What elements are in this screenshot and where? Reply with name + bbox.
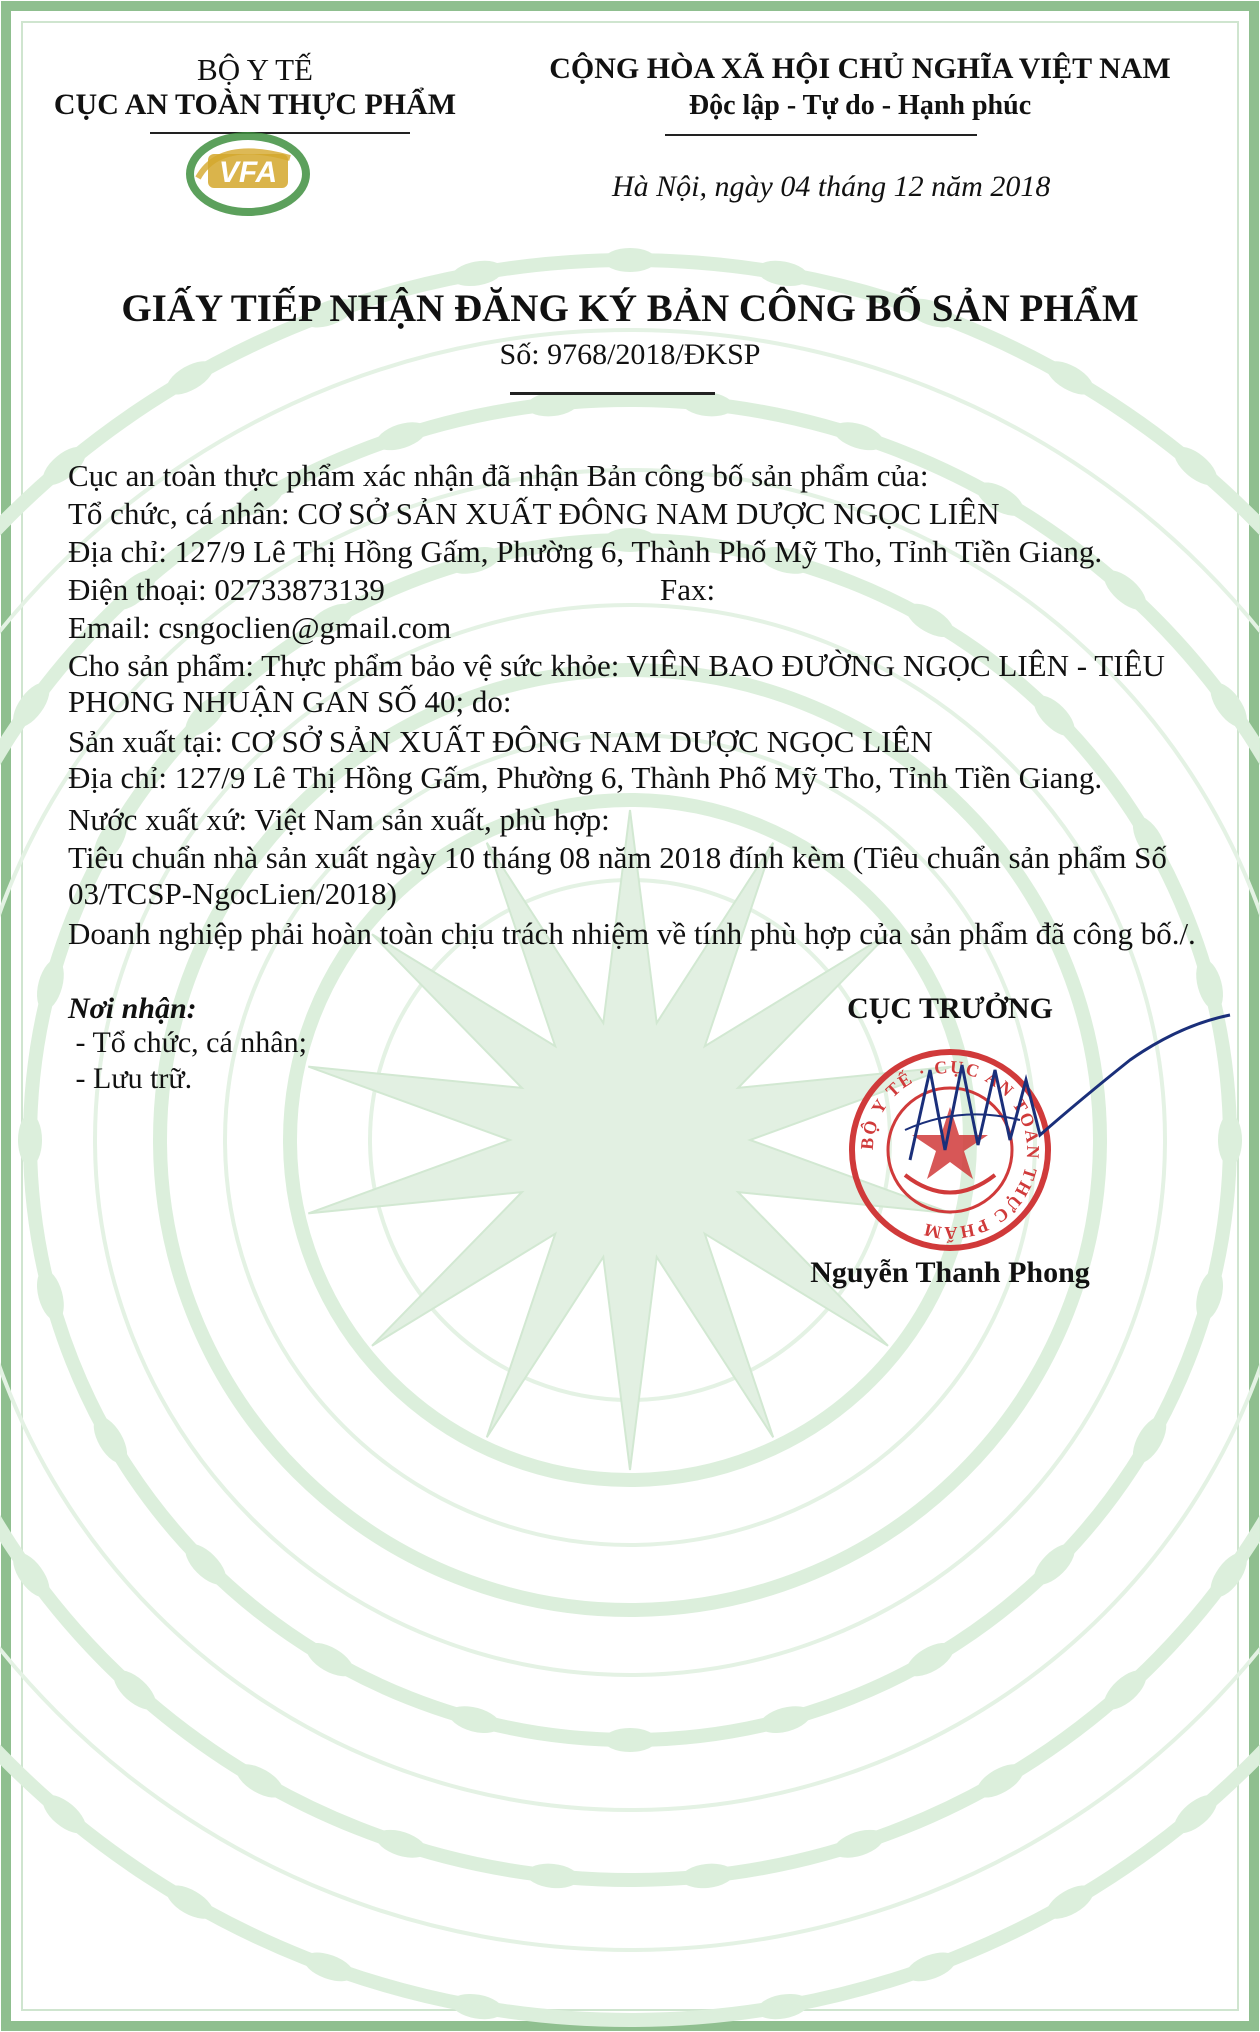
product-line: Cho sản phẩm: Thực phẩm bảo vệ sức khỏe: VIÊN BAO ĐƯỜNG NGỌC LIÊN - TIÊU PHONG NHUẬN GAN SỐ 40; do: bbox=[68, 648, 1165, 719]
signature-scribble bbox=[900, 1010, 1240, 1200]
manufacturer-address-line: Địa chỉ: 127/9 Lê Thị Hồng Gấm, Phường 6, Thành Phố Mỹ Tho, Tỉnh Tiền Giang. bbox=[68, 760, 1103, 795]
address-line: Địa chỉ: 127/9 Lê Thị Hồng Gấm, Phường 6, Thành Phố Mỹ Tho, Tỉnh Tiền Giang. bbox=[68, 534, 1103, 569]
issue-date: Hà Nội, ngày 04 tháng 12 năm 2018 bbox=[612, 170, 1051, 203]
drum-motif bbox=[525, 1861, 579, 1890]
organization-line: Tổ chức, cá nhân: CƠ SỞ SẢN XUẤT ĐÔNG NAM DƯỢC NGỌC LIÊN bbox=[68, 496, 1000, 531]
drum-motif bbox=[755, 257, 810, 290]
drum-motif bbox=[680, 1861, 734, 1890]
motto-underline bbox=[665, 134, 977, 136]
phone-line: Điện thoại: 02733873139 bbox=[68, 572, 385, 607]
drum-motif bbox=[450, 1990, 505, 2023]
signer-role: CỤC TRƯỞNG bbox=[847, 992, 1053, 1025]
fax-line: Fax: bbox=[660, 572, 716, 607]
recipient-item: - Lưu trữ. bbox=[68, 1062, 193, 1095]
document-title: GIẤY TIẾP NHẬN ĐĂNG KÝ BẢN CÔNG BỐ SẢN PHẨM bbox=[121, 287, 1139, 330]
responsibility-line: Doanh nghiệp phải hoàn toàn chịu trách nhiệm về tính phù hợp của sản phẩm đã công bố./. bbox=[68, 916, 1196, 951]
national-motto: Độc lập - Tự do - Hạnh phúc bbox=[688, 90, 1032, 121]
country-name: CỘNG HÒA XÃ HỘI CHỦ NGHĨA VIỆT NAM bbox=[549, 52, 1171, 85]
vfa-logo bbox=[180, 118, 310, 218]
manufacturer-line: Sản xuất tại: CƠ SỞ SẢN XUẤT ĐÔNG NAM DƯỢC NGỌC LIÊN bbox=[68, 724, 933, 759]
drum-motif bbox=[450, 257, 505, 290]
stamp-text: BỘ Y TẾ · CỤC AN TOÀN THỰC PHẨM bbox=[856, 1056, 1044, 1244]
drum-motif bbox=[604, 248, 656, 272]
standard-line: Tiêu chuẩn nhà sản xuất ngày 10 tháng 08 năm 2018 đính kèm (Tiêu chuẩn sản phẩm Số 03/TCSP-NgocLien/2018) bbox=[68, 840, 1167, 911]
recipient-item: - Tổ chức, cá nhân; bbox=[68, 1026, 307, 1059]
vfa-logo-text: VFA bbox=[218, 156, 278, 189]
drum-motif bbox=[755, 1990, 810, 2023]
ministry-name: BỘ Y TẾ bbox=[197, 52, 313, 87]
drum-motif bbox=[604, 1728, 656, 1752]
title-divider bbox=[510, 392, 715, 395]
drum-motif bbox=[18, 1114, 42, 1166]
recipients-heading: Nơi nhận: bbox=[68, 992, 197, 1025]
email-line: Email: csngoclien@gmail.com bbox=[68, 610, 452, 645]
origin-line: Nước xuất xứ: Việt Nam sản xuất, phù hợp: bbox=[68, 802, 610, 837]
intro-line: Cục an toàn thực phẩm xác nhận đã nhận Bản công bố sản phẩm của: bbox=[68, 458, 929, 493]
document-number: Số: 9768/2018/ĐKSP bbox=[499, 338, 761, 371]
signer-name: Nguyễn Thanh Phong bbox=[810, 1256, 1090, 1289]
agency-name: CỤC AN TOÀN THỰC PHẨM bbox=[53, 88, 457, 121]
